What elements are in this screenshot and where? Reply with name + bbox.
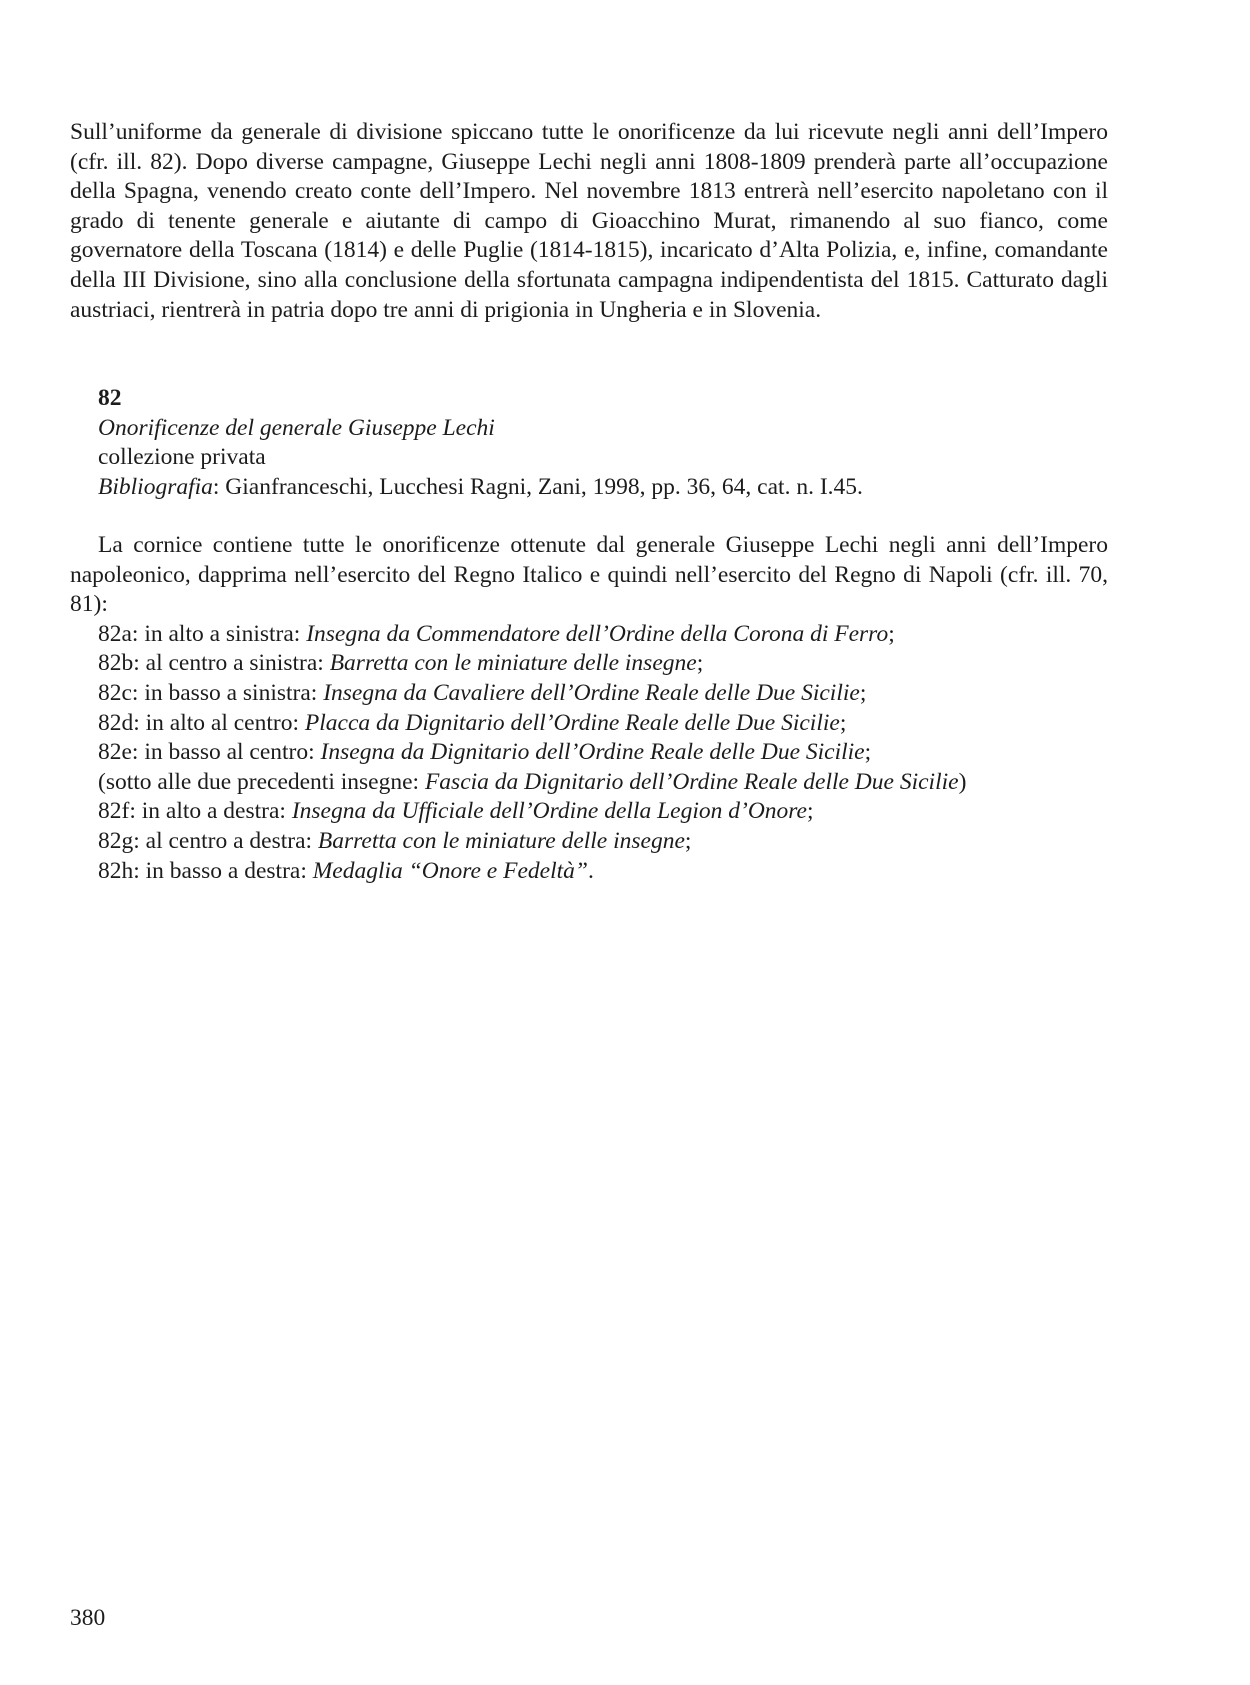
description-block [70, 531, 1108, 886]
item-suffix: ; [859, 679, 867, 706]
item-suffix: ; [888, 620, 895, 647]
item-suffix: . [587, 857, 594, 884]
item-prefix: 82d: in alto al centro: [98, 709, 305, 736]
item-title: Placca da Dignitario dell’Ordine Reale delle Due Sicilie [304, 709, 840, 736]
entry-number: 82 [98, 385, 122, 411]
item-suffix: ) [958, 768, 967, 795]
item-prefix: 82a: in alto a sinistra: [98, 620, 307, 647]
list-item [98, 738, 1108, 768]
list-item [98, 679, 1108, 709]
catalogue-entry [98, 384, 1098, 502]
item-title: Insegna da Ufficiale dell’Ordine della Legion d’Onore [291, 798, 807, 825]
list-item [98, 827, 1108, 857]
list-item [98, 620, 1108, 650]
list-item [98, 709, 1108, 739]
item-list [70, 620, 1108, 886]
item-suffix: ; [696, 650, 704, 677]
entry-owner: collezione privata [98, 444, 266, 471]
item-title: Insegna da Cavaliere dell’Ordine Reale delle Due Sicilie [323, 679, 860, 706]
intro-paragraph: Sull’uniforme da generale di divisione spiccano tutte le onorificenze da lui ricevute negli anni dell’Impero (cfr. ill. 82). Dopo diverse campagne, Giuseppe Lechi negli anni 1808-1809 prenderà parte all’occupazione della Spagna, venendo creato conte dell’Impero. Nel novembre 1813 entrerà nell’esercito napoletano con il grado di tenente generale e aiutante di campo di Gioacchino Murat, rimanendo al suo fianco, come governatore della Toscana (1814) e delle Puglie (1814-1815), incaricato d’Alta Polizia, e, infine, comandante della III Divisione, sino alla conclusione della sfortunata campagna indipendentista del 1815. Catturato dagli austriaci, rientrerà in patria dopo tre anni di prigionia in Ungheria e in Slovenia. [70, 119, 1108, 323]
list-item [98, 797, 1108, 827]
item-title: Insegna da Commendatore dell’Ordine della Corona di Ferro [306, 620, 889, 647]
item-title: Medaglia “Onore e Fedeltà” [312, 857, 588, 884]
item-suffix: ; [807, 798, 814, 825]
description-paragraph: La cornice contiene tutte le onorificenze ottenute dal generale Giuseppe Lechi negli anni dell’Impero napoleonico, dapprima nell’esercito del Regno Italico e quindi nell’esercito del Regno di Napoli (cfr. ill. 70, 81): [70, 532, 1108, 618]
item-title: Barretta con le miniature delle insegne [317, 827, 685, 854]
item-prefix: 82f: in alto a destra: [98, 798, 292, 825]
item-prefix: (sotto alle due precedenti insegne: [98, 768, 425, 795]
item-prefix: 82e: in basso al centro: [98, 739, 321, 766]
item-suffix: ; [839, 709, 847, 736]
list-item [98, 857, 1108, 887]
entry-title: Onorificenze del generale Giuseppe Lechi [98, 414, 495, 441]
item-prefix: 82g: al centro a destra: [98, 827, 318, 854]
list-item [98, 768, 1108, 798]
item-suffix: ; [684, 827, 692, 854]
item-prefix: 82b: al centro a sinistra: [98, 650, 330, 677]
item-title: Fascia da Dignitario dell’Ordine Reale delle Due Sicilie [424, 768, 959, 795]
bibliography-label: Bibliografia [98, 473, 213, 500]
item-prefix: 82h: in basso a destra: [98, 857, 313, 884]
item-title: Insegna da Dignitario dell’Ordine Reale delle Due Sicilie [320, 739, 865, 766]
bibliography-text: : Gianfranceschi, Lucchesi Ragni, Zani, 1998, pp. 36, 64, cat. n. I.45. [212, 473, 863, 500]
page-number: 380 [70, 1605, 106, 1631]
item-suffix: ; [864, 739, 872, 766]
item-title: Barretta con le miniature delle insegne [329, 650, 697, 677]
item-prefix: 82c: in basso a sinistra: [98, 679, 324, 706]
list-item [98, 649, 1108, 679]
entry-bibliography [98, 473, 1098, 503]
